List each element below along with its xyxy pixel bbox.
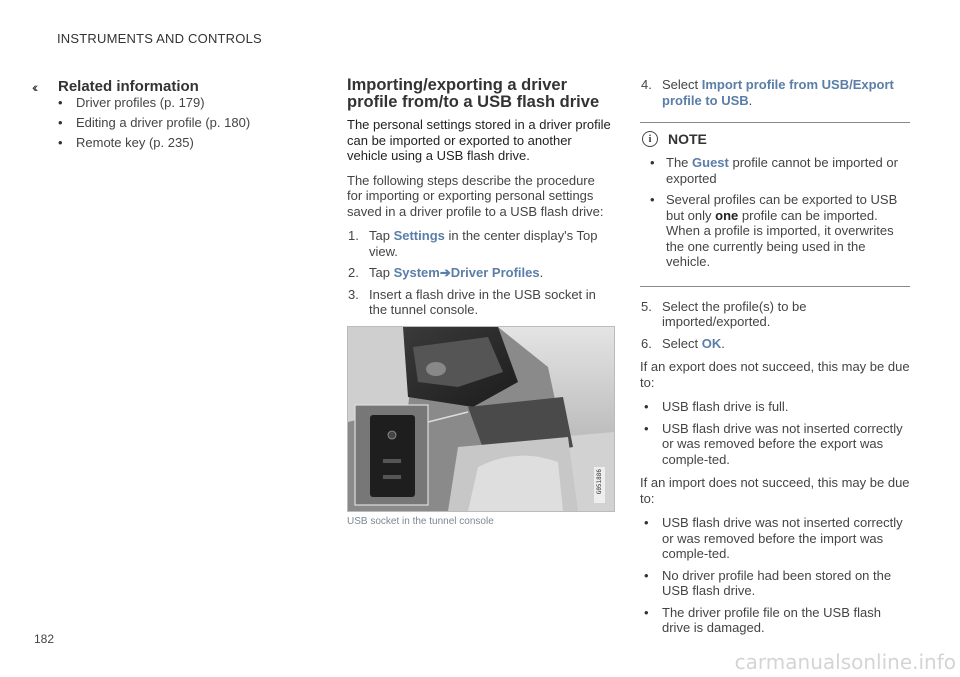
note-list — [640, 155, 910, 270]
steps-list — [347, 228, 612, 318]
ui-term: Settings — [393, 228, 445, 243]
intro-text: The personal settings stored in a driver profile can be imported or exported to another vehicle using a USB flash drive. — [347, 117, 611, 163]
running-header: INSTRUMENTS AND CONTROLS — [57, 31, 262, 46]
related-info-title: Related information — [58, 78, 199, 95]
export-lead: If an export does not succeed, this may be due to: — [640, 359, 910, 390]
note-item: • The Guest profile cannot be imported or exported — [640, 155, 910, 186]
list-item: • No driver profile had been stored on the USB flash drive. — [640, 568, 910, 599]
list-item: • USB flash drive was not inserted correctly or was removed before the import was comple-ted. — [640, 515, 910, 562]
step-item: 5. Select the profile(s) to be imported/exported. — [641, 298, 807, 329]
note-box — [640, 122, 910, 287]
related-link[interactable]: • Editing a driver profile (p. 180) — [58, 115, 308, 130]
related-link[interactable]: • Driver profiles (p. 179) — [58, 95, 308, 110]
note-title: NOTE — [668, 131, 707, 147]
step-item: 4. Select Import profile from USB/Export profile to USB. — [641, 77, 894, 108]
usb-socket-photo — [347, 326, 615, 512]
note-item: • Several profiles can be exported to USB but only one profile can be imported. When a profile is imported, it overwrites the one currently being used in the vehicle. — [640, 192, 910, 270]
export-causes — [640, 399, 910, 467]
ui-term: Import profile from USB/Export profile to USB — [662, 77, 894, 108]
step-item: 1. Tap Settings in the center display's Top view. — [348, 228, 598, 259]
steps-list-cont — [640, 77, 910, 108]
step-item: 2. Tap System➔Driver Profiles. — [348, 265, 544, 280]
list-item: • The driver profile file on the USB flash drive is damaged. — [640, 605, 910, 636]
list-item: • USB flash drive is full. — [640, 399, 910, 415]
ui-term: Driver Profiles — [450, 265, 540, 280]
lead-text: The following steps describe the procedure for importing or exporting personal settings saved in a driver profile to a USB flash drive: — [347, 172, 604, 219]
import-causes — [640, 515, 910, 636]
image-code: G051886 — [596, 469, 603, 495]
ui-term: OK — [701, 335, 722, 351]
right-column — [640, 77, 910, 642]
page-number: 182 — [34, 632, 55, 646]
list-item: • USB flash drive was not inserted correctly or was removed before the export was comple-ted. — [640, 421, 910, 468]
console-illustration — [348, 327, 614, 511]
step-item: 3. Insert a flash drive in the USB socket in the tunnel console. — [348, 286, 596, 317]
watermark: carmanualsonline.info — [734, 650, 956, 674]
section-title: Importing/exporting a driver profile from/to a USB flash drive — [347, 76, 600, 111]
ui-term: Guest — [692, 155, 729, 170]
arrow-right-icon: ➔ — [439, 265, 451, 280]
related-link[interactable]: • Remote key (p. 235) — [58, 135, 308, 150]
main-column — [347, 77, 612, 324]
related-info-list — [58, 95, 308, 155]
ui-term: System — [393, 265, 440, 280]
back-chevron-icon[interactable]: ‹‹ — [32, 79, 36, 95]
figure-caption: USB socket in the tunnel console — [347, 516, 494, 527]
import-lead: If an import does not succeed, this may be due to: — [640, 475, 910, 506]
step-item: 6. Select OK. — [641, 335, 725, 351]
steps-list-cont2 — [640, 299, 910, 352]
info-icon: i — [642, 131, 658, 147]
